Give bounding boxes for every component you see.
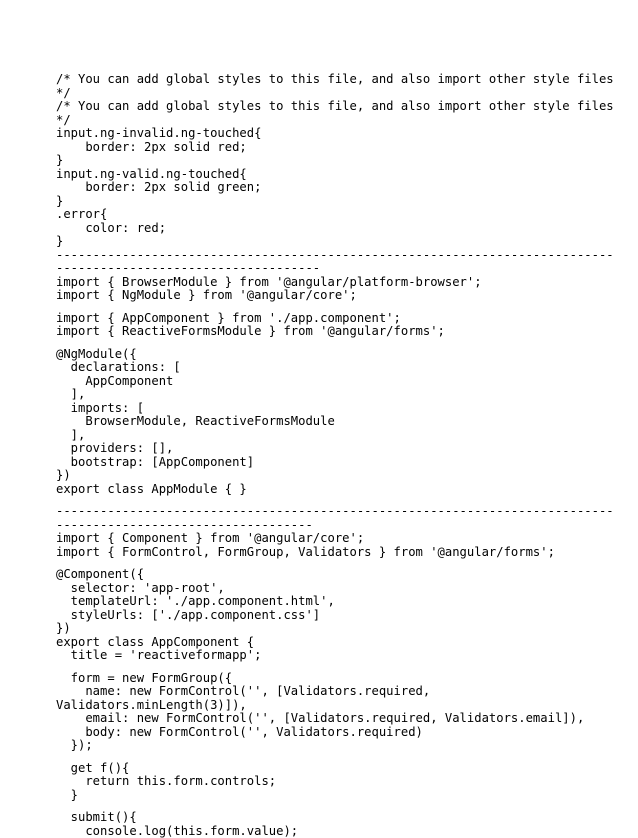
code-line: AppComponent	[56, 375, 596, 389]
code-line: import { FormControl, FormGroup, Validators } from '@angular/forms';	[56, 546, 596, 560]
code-line: import { Component } from '@angular/core';	[56, 532, 596, 546]
code-line: }	[56, 789, 596, 803]
code-line: Validators.minLength(3)]),	[56, 699, 596, 713]
code-line: @NgModule({	[56, 348, 596, 362]
code-line: ],	[56, 388, 596, 402]
code-line: email: new FormControl('', [Validators.required, Validators.email]),	[56, 712, 596, 726]
code-line: title = 'reactiveformapp';	[56, 649, 596, 663]
code-line: get f(){	[56, 762, 596, 776]
code-line: }	[56, 235, 596, 249]
code-line: templateUrl: './app.component.html',	[56, 595, 596, 609]
document-page	[56, 73, 596, 838]
code-line: BrowserModule, ReactiveFormsModule	[56, 415, 596, 429]
code-line: });	[56, 739, 596, 753]
code-line: imports: [	[56, 402, 596, 416]
code-line: input.ng-valid.ng-touched{	[56, 168, 596, 182]
code-line: /* You can add global styles to this file, and also import other style files	[56, 100, 596, 114]
code-line: */	[56, 87, 596, 101]
blank-line	[56, 753, 596, 762]
code-line: selector: 'app-root',	[56, 582, 596, 596]
code-line: name: new FormControl('', [Validators.required,	[56, 685, 596, 699]
code-line: })	[56, 469, 596, 483]
code-line: border: 2px solid green;	[56, 181, 596, 195]
code-line: }	[56, 154, 596, 168]
code-line: ----------------------------------------------------------------------------	[56, 249, 596, 263]
code-line: border: 2px solid red;	[56, 141, 596, 155]
code-line: ------------------------------------	[56, 262, 596, 276]
code-line: .error{	[56, 208, 596, 222]
code-line: @Component({	[56, 568, 596, 582]
code-line: styleUrls: ['./app.component.css']	[56, 609, 596, 623]
code-line: import { NgModule } from '@angular/core';	[56, 289, 596, 303]
code-line: ],	[56, 429, 596, 443]
code-line: export class AppComponent {	[56, 636, 596, 650]
code-line: submit(){	[56, 811, 596, 825]
code-line: import { AppComponent } from './app.component';	[56, 312, 596, 326]
code-line: import { ReactiveFormsModule } from '@angular/forms';	[56, 325, 596, 339]
code-line: body: new FormControl('', Validators.required)	[56, 726, 596, 740]
code-line: providers: [],	[56, 442, 596, 456]
blank-line	[56, 339, 596, 348]
code-line: -----------------------------------	[56, 519, 596, 533]
code-line: /* You can add global styles to this file, and also import other style files	[56, 73, 596, 87]
blank-line	[56, 802, 596, 811]
code-line: bootstrap: [AppComponent]	[56, 456, 596, 470]
code-line: export class AppModule { }	[56, 483, 596, 497]
code-line: console.log(this.form.value);	[56, 825, 596, 838]
code-line: */	[56, 114, 596, 128]
code-line: declarations: [	[56, 361, 596, 375]
code-line: })	[56, 622, 596, 636]
code-line: return this.form.controls;	[56, 775, 596, 789]
code-line: color: red;	[56, 222, 596, 236]
code-line: import { BrowserModule } from '@angular/platform-browser';	[56, 276, 596, 290]
code-line: input.ng-invalid.ng-touched{	[56, 127, 596, 141]
code-line: }	[56, 195, 596, 209]
code-line: form = new FormGroup({	[56, 672, 596, 686]
code-line: ----------------------------------------------------------------------------	[56, 505, 596, 519]
